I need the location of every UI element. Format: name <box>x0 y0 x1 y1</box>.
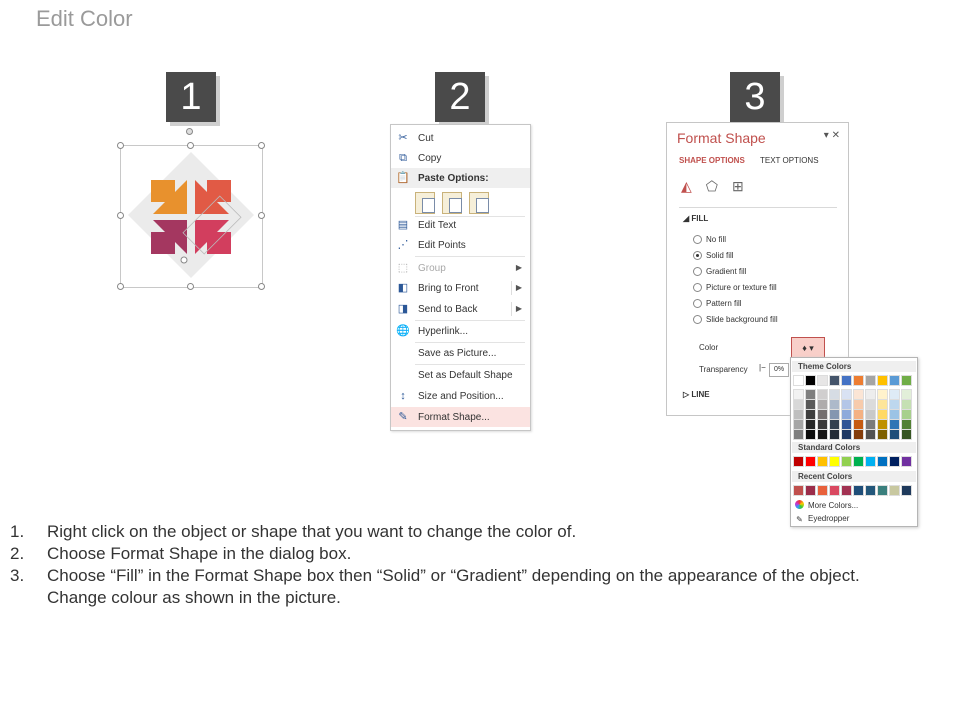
theme-shade-swatch[interactable] <box>806 430 815 439</box>
menu-item-cut[interactable] <box>391 128 530 148</box>
menu-item-label: Paste Options: <box>418 173 489 184</box>
theme-shade-swatch[interactable] <box>830 390 839 399</box>
recent-color-swatch[interactable] <box>902 486 911 495</box>
color-label: Color <box>699 343 719 352</box>
menu-item-label: Size and Position... <box>418 391 504 402</box>
menu-item-label: Bring to Front <box>418 283 479 294</box>
menu-item-label: Send to Back <box>418 304 478 315</box>
menu-item-label: Copy <box>418 153 442 164</box>
context-menu <box>390 124 531 431</box>
paste-keep-source-icon[interactable] <box>415 192 435 214</box>
step-badge-2: 2 <box>435 72 485 122</box>
bring-front-icon: ◧ <box>397 282 409 294</box>
theme-shade-swatch[interactable] <box>806 410 815 419</box>
theme-shade-swatch[interactable] <box>878 410 887 419</box>
radio-slide-bg-fill[interactable]: Slide background fill <box>693 315 778 324</box>
standard-color-swatch[interactable] <box>902 457 911 466</box>
eyedropper-icon: ✎ <box>796 515 803 524</box>
close-icon[interactable]: ✕ <box>831 130 840 141</box>
menu-item-label: Hyperlink... <box>418 326 469 337</box>
theme-shade-swatch[interactable] <box>854 420 863 429</box>
fill-color-button[interactable]: ♦ ▾ <box>791 337 825 359</box>
paste-options-row <box>415 192 496 217</box>
theme-color-swatch[interactable] <box>878 376 887 385</box>
theme-shade-swatch[interactable] <box>842 400 851 409</box>
expand-arrow-icon: ▷ <box>683 390 692 399</box>
theme-shade-swatch[interactable] <box>830 410 839 419</box>
recent-color-swatch[interactable] <box>806 486 815 495</box>
menu-item-edit-text[interactable] <box>391 215 530 235</box>
theme-color-swatch[interactable] <box>902 376 911 385</box>
menu-item-label: Set as Default Shape <box>418 370 513 381</box>
split-divider <box>511 302 512 316</box>
pane-options-icon[interactable]: ▾ <box>823 130 829 141</box>
theme-shade-swatch[interactable] <box>818 410 827 419</box>
standard-color-swatch[interactable] <box>842 457 851 466</box>
theme-shade-swatch[interactable] <box>878 390 887 399</box>
recent-color-swatch[interactable] <box>854 486 863 495</box>
theme-shade-swatch[interactable] <box>830 420 839 429</box>
menu-item-label: Edit Points <box>418 240 466 251</box>
theme-shade-swatch[interactable] <box>842 420 851 429</box>
theme-shade-swatch[interactable] <box>890 400 899 409</box>
menu-item-copy[interactable] <box>391 148 530 168</box>
color-wheel-icon <box>795 500 804 509</box>
theme-shade-swatch[interactable] <box>854 400 863 409</box>
theme-shade-swatch[interactable] <box>866 410 875 419</box>
theme-shade-swatch[interactable] <box>866 400 875 409</box>
theme-shade-swatch[interactable] <box>902 390 911 399</box>
recent-color-swatch[interactable] <box>842 486 851 495</box>
edit-text-icon: ▤ <box>397 219 409 231</box>
theme-shade-swatch[interactable] <box>794 410 803 419</box>
color-picker-popup <box>790 357 918 527</box>
menu-item-label: Group <box>418 263 446 274</box>
theme-shade-swatch[interactable] <box>842 410 851 419</box>
theme-shade-swatch[interactable] <box>866 430 875 439</box>
radio-no-fill[interactable]: No fill <box>693 235 726 244</box>
theme-shade-swatch[interactable] <box>842 390 851 399</box>
radio-picture-fill[interactable]: Picture or texture fill <box>693 283 777 292</box>
page-title: Edit Color <box>36 6 133 31</box>
theme-color-swatch[interactable] <box>830 376 839 385</box>
theme-shade-swatch[interactable] <box>818 420 827 429</box>
eyedropper-option[interactable]: ✎ Eyedropper <box>796 514 850 524</box>
edit-points-icon: ⋰ <box>397 239 409 251</box>
line-section-header[interactable]: ▷ LINE <box>683 390 710 399</box>
theme-color-swatch[interactable] <box>794 376 803 385</box>
theme-shade-swatch[interactable] <box>830 430 839 439</box>
theme-shade-swatch[interactable] <box>866 390 875 399</box>
split-divider <box>511 281 512 295</box>
theme-shade-swatch[interactable] <box>878 420 887 429</box>
paste-icon: 📋 <box>396 172 410 184</box>
standard-color-swatch[interactable] <box>830 457 839 466</box>
theme-shade-swatch[interactable] <box>806 390 815 399</box>
theme-color-swatch[interactable] <box>818 376 827 385</box>
theme-color-swatch[interactable] <box>842 376 851 385</box>
transparency-slider[interactable]: |− <box>759 363 766 372</box>
theme-shade-swatch[interactable] <box>854 410 863 419</box>
theme-shade-swatch[interactable] <box>818 390 827 399</box>
standard-color-swatch[interactable] <box>854 457 863 466</box>
theme-shade-swatch[interactable] <box>890 420 899 429</box>
size-position-icon: ↕ <box>400 390 406 402</box>
menu-item-label: Save as Picture... <box>418 348 497 359</box>
recent-color-swatch[interactable] <box>890 486 899 495</box>
menu-item-edit-points[interactable] <box>391 235 530 255</box>
more-colors-option[interactable]: More Colors... <box>795 500 858 510</box>
fill-line-icon[interactable]: ◭ <box>681 178 692 194</box>
paste-picture-icon[interactable] <box>469 192 489 214</box>
recent-color-swatch[interactable] <box>830 486 839 495</box>
theme-shade-swatch[interactable] <box>842 430 851 439</box>
tab-shape-options[interactable]: SHAPE OPTIONS <box>679 156 745 165</box>
theme-colors-header: Theme Colors <box>792 361 916 372</box>
menu-item-label: Cut <box>418 133 434 144</box>
theme-shade-swatch[interactable] <box>806 420 815 429</box>
submenu-arrow-icon: ▶ <box>515 263 522 272</box>
format-shape-icon: ✎ <box>398 411 408 423</box>
theme-shade-swatch[interactable] <box>902 420 911 429</box>
step-badge-3: 3 <box>730 72 780 122</box>
submenu-arrow-icon[interactable]: ▶ <box>515 283 522 292</box>
theme-color-swatch[interactable] <box>806 376 815 385</box>
transparency-input[interactable]: 0% <box>769 363 789 377</box>
hyperlink-icon: 🌐 <box>396 325 410 337</box>
theme-shade-swatch[interactable] <box>890 410 899 419</box>
menu-item-send-to-back[interactable] <box>391 299 530 319</box>
menu-item-set-default-shape[interactable] <box>391 365 530 385</box>
theme-shade-swatch[interactable] <box>794 390 803 399</box>
theme-shade-swatch[interactable] <box>806 400 815 409</box>
paint-bucket-icon: ♦ <box>802 343 807 353</box>
theme-color-swatch[interactable] <box>854 376 863 385</box>
submenu-arrow-icon[interactable]: ▶ <box>515 304 522 313</box>
theme-shade-swatch[interactable] <box>878 400 887 409</box>
theme-shade-swatch[interactable] <box>890 430 899 439</box>
theme-color-swatch[interactable] <box>866 376 875 385</box>
recent-color-swatch[interactable] <box>866 486 875 495</box>
menu-item-format-shape[interactable] <box>391 407 530 427</box>
menu-item-label: Format Shape... <box>418 412 490 423</box>
theme-shade-swatch[interactable] <box>818 430 827 439</box>
theme-shade-swatch[interactable] <box>890 390 899 399</box>
menu-item-bring-to-front[interactable] <box>391 278 530 298</box>
recent-colors-header: Recent Colors <box>792 471 916 482</box>
standard-color-swatch[interactable] <box>794 457 803 466</box>
standard-color-swatch[interactable] <box>890 457 899 466</box>
pane-title: Format Shape <box>677 130 766 146</box>
theme-shade-swatch[interactable] <box>854 430 863 439</box>
category-icons <box>681 178 758 195</box>
theme-shade-swatch[interactable] <box>818 400 827 409</box>
standard-colors-header: Standard Colors <box>792 442 916 453</box>
radio-gradient-fill[interactable]: Gradient fill <box>693 267 746 276</box>
menu-header-paste-options <box>391 168 530 188</box>
menu-item-hyperlink[interactable] <box>391 321 530 341</box>
effects-icon[interactable]: ⬠ <box>705 178 718 194</box>
step-badge-1: 1 <box>166 72 216 122</box>
radio-pattern-fill[interactable]: Pattern fill <box>693 299 742 308</box>
transparency-label: Transparency <box>699 365 748 374</box>
theme-shade-swatch[interactable] <box>878 430 887 439</box>
collapse-arrow-icon: ◢ <box>683 214 692 223</box>
menu-item-label: Edit Text <box>418 220 457 231</box>
recent-color-swatch[interactable] <box>878 486 887 495</box>
theme-shade-swatch[interactable] <box>854 390 863 399</box>
theme-shade-swatch[interactable] <box>866 420 875 429</box>
paste-merge-icon[interactable] <box>442 192 462 214</box>
arrows-shape[interactable] <box>118 142 264 288</box>
theme-shade-swatch[interactable] <box>902 430 911 439</box>
size-properties-icon[interactable]: ⊞ <box>731 178 744 194</box>
scissors-icon: ✂ <box>398 132 408 144</box>
copy-icon: ⧉ <box>399 152 407 164</box>
menu-item-size-position[interactable] <box>391 386 530 406</box>
theme-shade-swatch[interactable] <box>794 430 803 439</box>
theme-shade-swatch[interactable] <box>902 410 911 419</box>
theme-shade-swatch[interactable] <box>830 400 839 409</box>
menu-item-group <box>391 258 530 278</box>
pane-controls <box>824 130 840 141</box>
standard-color-swatch[interactable] <box>818 457 827 466</box>
radio-solid-fill[interactable]: Solid fill <box>693 251 734 260</box>
recent-color-swatch[interactable] <box>794 486 803 495</box>
send-back-icon: ◨ <box>397 303 409 315</box>
group-icon: ⬚ <box>397 262 409 274</box>
theme-shade-swatch[interactable] <box>902 400 911 409</box>
tab-text-options[interactable]: TEXT OPTIONS <box>760 156 819 165</box>
pane-divider <box>679 207 837 208</box>
menu-separator <box>415 256 525 257</box>
recent-color-swatch[interactable] <box>818 486 827 495</box>
standard-color-swatch[interactable] <box>806 457 815 466</box>
theme-shade-swatch[interactable] <box>794 400 803 409</box>
theme-shade-swatch[interactable] <box>794 420 803 429</box>
menu-item-save-as-picture[interactable] <box>391 343 530 363</box>
standard-color-swatch[interactable] <box>866 457 875 466</box>
rotate-handle[interactable] <box>186 128 193 135</box>
fill-section-header[interactable]: ◢ FILL <box>683 214 709 223</box>
standard-color-swatch[interactable] <box>878 457 887 466</box>
theme-color-swatch[interactable] <box>890 376 899 385</box>
